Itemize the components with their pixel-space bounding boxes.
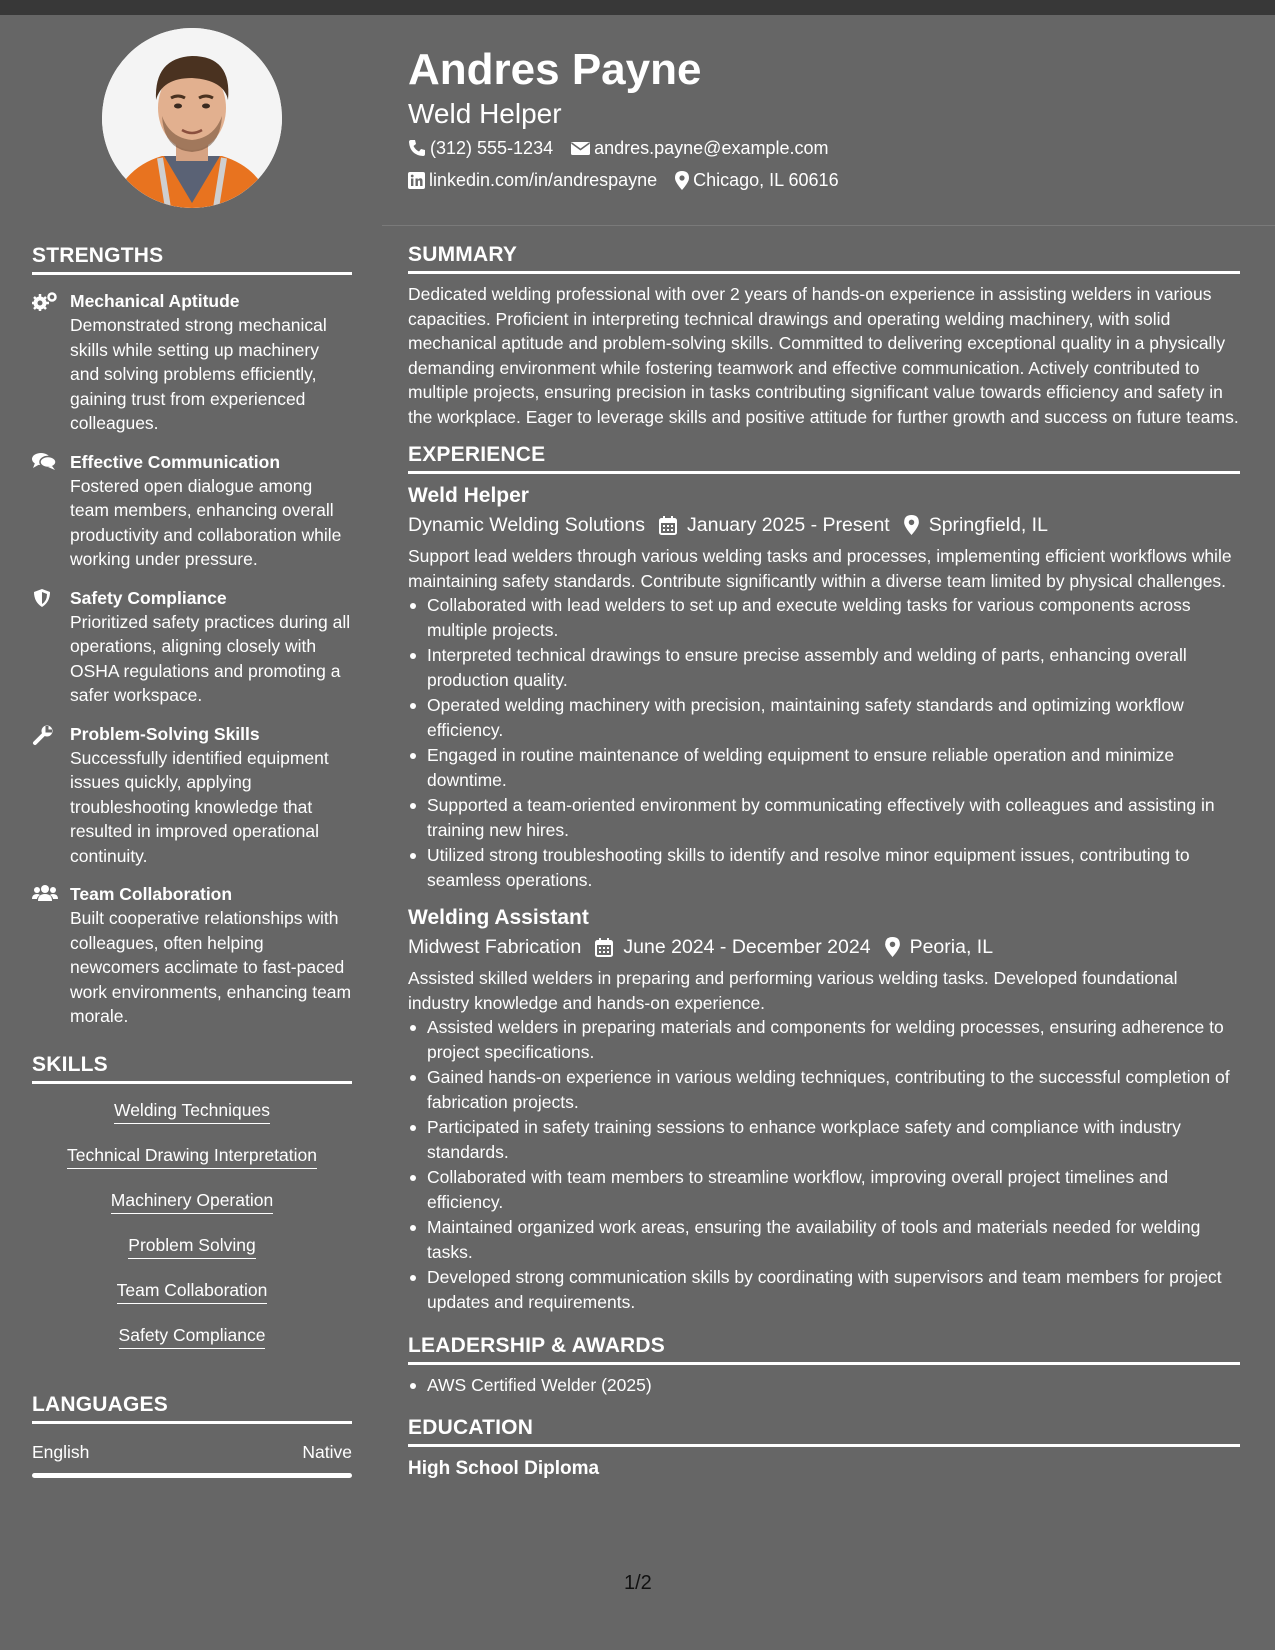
job-entry (408, 482, 1240, 892)
job-entry (408, 904, 1240, 1314)
resume-header (408, 42, 1248, 194)
linkedin-contact[interactable] (408, 166, 657, 194)
skill-tag: Team Collaboration (32, 1278, 352, 1304)
job-meta (408, 932, 1240, 962)
language-proficiency-bar (32, 1473, 352, 1478)
job-meta (408, 510, 1240, 540)
skill-tag: Welding Techniques (32, 1098, 352, 1124)
skill-tag: Problem Solving (32, 1233, 352, 1259)
list-item: Participated in safety training sessions to enhance workplace safety and compliance with industry standards. (408, 1115, 1240, 1164)
strength-desc: Built cooperative relationships with colleagues, often helping newcomers acclimate to fast-paced work environments, enhancing team morale. (70, 908, 352, 1026)
email-text: andres.payne@example.com (594, 138, 829, 158)
strength-title: Team Collaboration (70, 884, 233, 904)
job-role: Welding Assistant (408, 906, 589, 929)
strength-item (32, 586, 352, 708)
strength-item (32, 722, 352, 869)
strength-item (32, 450, 352, 572)
summary-text: Dedicated welding professional with over 2 years of hands-on experience in assisting welders in various capacities. Proficient in interpreting technical drawings and operating welding machinery, with solid mechanical aptitude and problem-solving skills. Committed to delivering exceptional quality in a physically demanding environment while fostering teamwork and effective communication. Actively contributed to multiple projects, ensuring precision in tasks contributing significant value towards efficiency and safety in the workplace. Eager to leverage skills and positive attitude for further growth and success on future teams. (408, 284, 1239, 427)
envelope-icon (571, 141, 590, 156)
users-icon (32, 882, 70, 1029)
job-location: Springfield, IL (904, 510, 1048, 540)
list-item: Maintained organized work areas, ensuring the availability of tools and materials needed for welding tasks. (408, 1215, 1240, 1264)
list-item: Engaged in routine maintenance of welding equipment to ensure reliable operation and minimize downtime. (408, 743, 1240, 792)
strength-title: Safety Compliance (70, 587, 227, 608)
education-heading: EDUCATION (408, 1416, 1240, 1447)
language-row (32, 1442, 352, 1463)
phone-text: (312) 555-1234 (430, 138, 554, 158)
job-company: Dynamic Welding Solutions (408, 514, 645, 536)
job-company: Midwest Fabrication (408, 936, 582, 958)
list-item: Assisted welders in preparing materials and components for welding processes, ensuring adherence to project specifications. (408, 1015, 1240, 1064)
awards-section (408, 1334, 1240, 1398)
top-bar (0, 0, 1275, 15)
job-description: Assisted skilled welders in preparing and performing various welding tasks. Developed foundational industry knowledge and hands-on experience. (408, 968, 1178, 1013)
gears-icon (32, 289, 70, 436)
linkedin-icon (408, 172, 425, 189)
page-number: 1/2 (624, 1572, 652, 1594)
skill-tag: Safety Compliance (32, 1323, 352, 1349)
list-item: Collaborated with lead welders to set up and execute welding tasks for various components across multiple projects. (408, 593, 1240, 642)
strengths-heading: STRENGTHS (32, 244, 352, 275)
summary-heading: SUMMARY (408, 243, 1240, 274)
skill-tag: Machinery Operation (32, 1188, 352, 1214)
experience-heading: EXPERIENCE (408, 443, 1240, 474)
summary-section (408, 243, 1240, 429)
education-section (408, 1416, 1240, 1483)
left-column (32, 28, 352, 1478)
strength-title: Problem-Solving Skills (70, 723, 260, 744)
list-item: Developed strong communication skills by coordinating with supervisors and team members for project updates and requirements. (408, 1265, 1240, 1314)
list-item: Utilized strong troubleshooting skills to identify and resolve minor equipment issues, contributing to seamless operations. (408, 843, 1240, 892)
phone-contact (408, 134, 553, 162)
language-level: Native (302, 1441, 352, 1462)
strength-desc: Fostered open dialogue among team members, enhancing overall productivity and collaboration while working under pressure. (70, 475, 342, 569)
strength-desc: Prioritized safety practices during all operations, aligning closely with OSHA regulations and promoting a safer workspace. (70, 611, 351, 705)
list-item: Interpreted technical drawings to ensure precise assembly and welding of parts, enhancing overall production quality. (408, 643, 1240, 692)
shield-icon (32, 586, 70, 708)
strength-title: Mechanical Aptitude (70, 291, 240, 311)
contact-row (408, 134, 1248, 162)
list-item: AWS Certified Welder (2025) (408, 1373, 1240, 1398)
header-divider (382, 225, 1275, 226)
job-bullets (408, 593, 1240, 892)
job-role: Weld Helper (408, 484, 529, 507)
candidate-name: Andres Payne (408, 45, 702, 94)
map-pin-icon (885, 937, 900, 957)
location-text: Chicago, IL 60616 (693, 170, 839, 190)
calendar-icon (595, 938, 613, 957)
list-item: Collaborated with team members to streamline workflow, improving overall project timelines and efficiency. (408, 1165, 1240, 1214)
awards-list (408, 1373, 1240, 1398)
languages-heading: LANGUAGES (32, 1393, 352, 1424)
skills-list (32, 1098, 352, 1349)
phone-icon (408, 139, 426, 157)
skill-tag: Technical Drawing Interpretation (32, 1143, 352, 1169)
strength-item (32, 882, 352, 1029)
list-item: Gained hands-on experience in various welding techniques, contributing to the successful completion of fabrication projects. (408, 1065, 1240, 1114)
job-dates: January 2025 - Present (659, 510, 890, 540)
experience-section (408, 443, 1240, 1314)
location-contact (675, 166, 838, 194)
main-column (408, 243, 1240, 1497)
skills-heading: SKILLS (32, 1053, 352, 1084)
contact-row (408, 166, 1248, 194)
linkedin-text: linkedin.com/in/andrespayne (429, 170, 658, 190)
education-degree: High School Diploma (408, 1457, 600, 1479)
strength-desc: Demonstrated strong mechanical skills while setting up machinery and solving problems efficiently, gaining trust from experienced colleagues. (70, 315, 327, 433)
job-description: Support lead welders through various welding tasks and processes, implementing efficient workflows while maintaining safety standards. Contribute significantly within a diverse team limited by physical challenges. (408, 546, 1232, 591)
map-pin-icon (675, 171, 689, 190)
awards-heading: LEADERSHIP & AWARDS (408, 1334, 1240, 1365)
job-dates: June 2024 - December 2024 (595, 932, 870, 962)
language-name: English (32, 1441, 90, 1462)
map-pin-icon (904, 515, 919, 535)
list-item: Supported a team-oriented environment by communicating effectively with colleagues and assisting in training new hires. (408, 793, 1240, 842)
strength-item (32, 289, 352, 436)
calendar-icon (659, 516, 677, 535)
strength-desc: Successfully identified equipment issues quickly, applying troubleshooting knowledge that resulted in improved operational continuity. (70, 747, 329, 866)
candidate-title: Weld Helper (408, 98, 562, 129)
list-item: Operated welding machinery with precision, maintaining safety standards and optimizing workflow efficiency. (408, 693, 1240, 742)
job-bullets (408, 1015, 1240, 1314)
chat-icon (32, 450, 70, 572)
email-contact[interactable] (571, 134, 828, 162)
wrench-icon (32, 722, 70, 869)
profile-photo (102, 28, 282, 208)
job-location: Peoria, IL (885, 932, 993, 962)
strength-title: Effective Communication (70, 451, 281, 472)
